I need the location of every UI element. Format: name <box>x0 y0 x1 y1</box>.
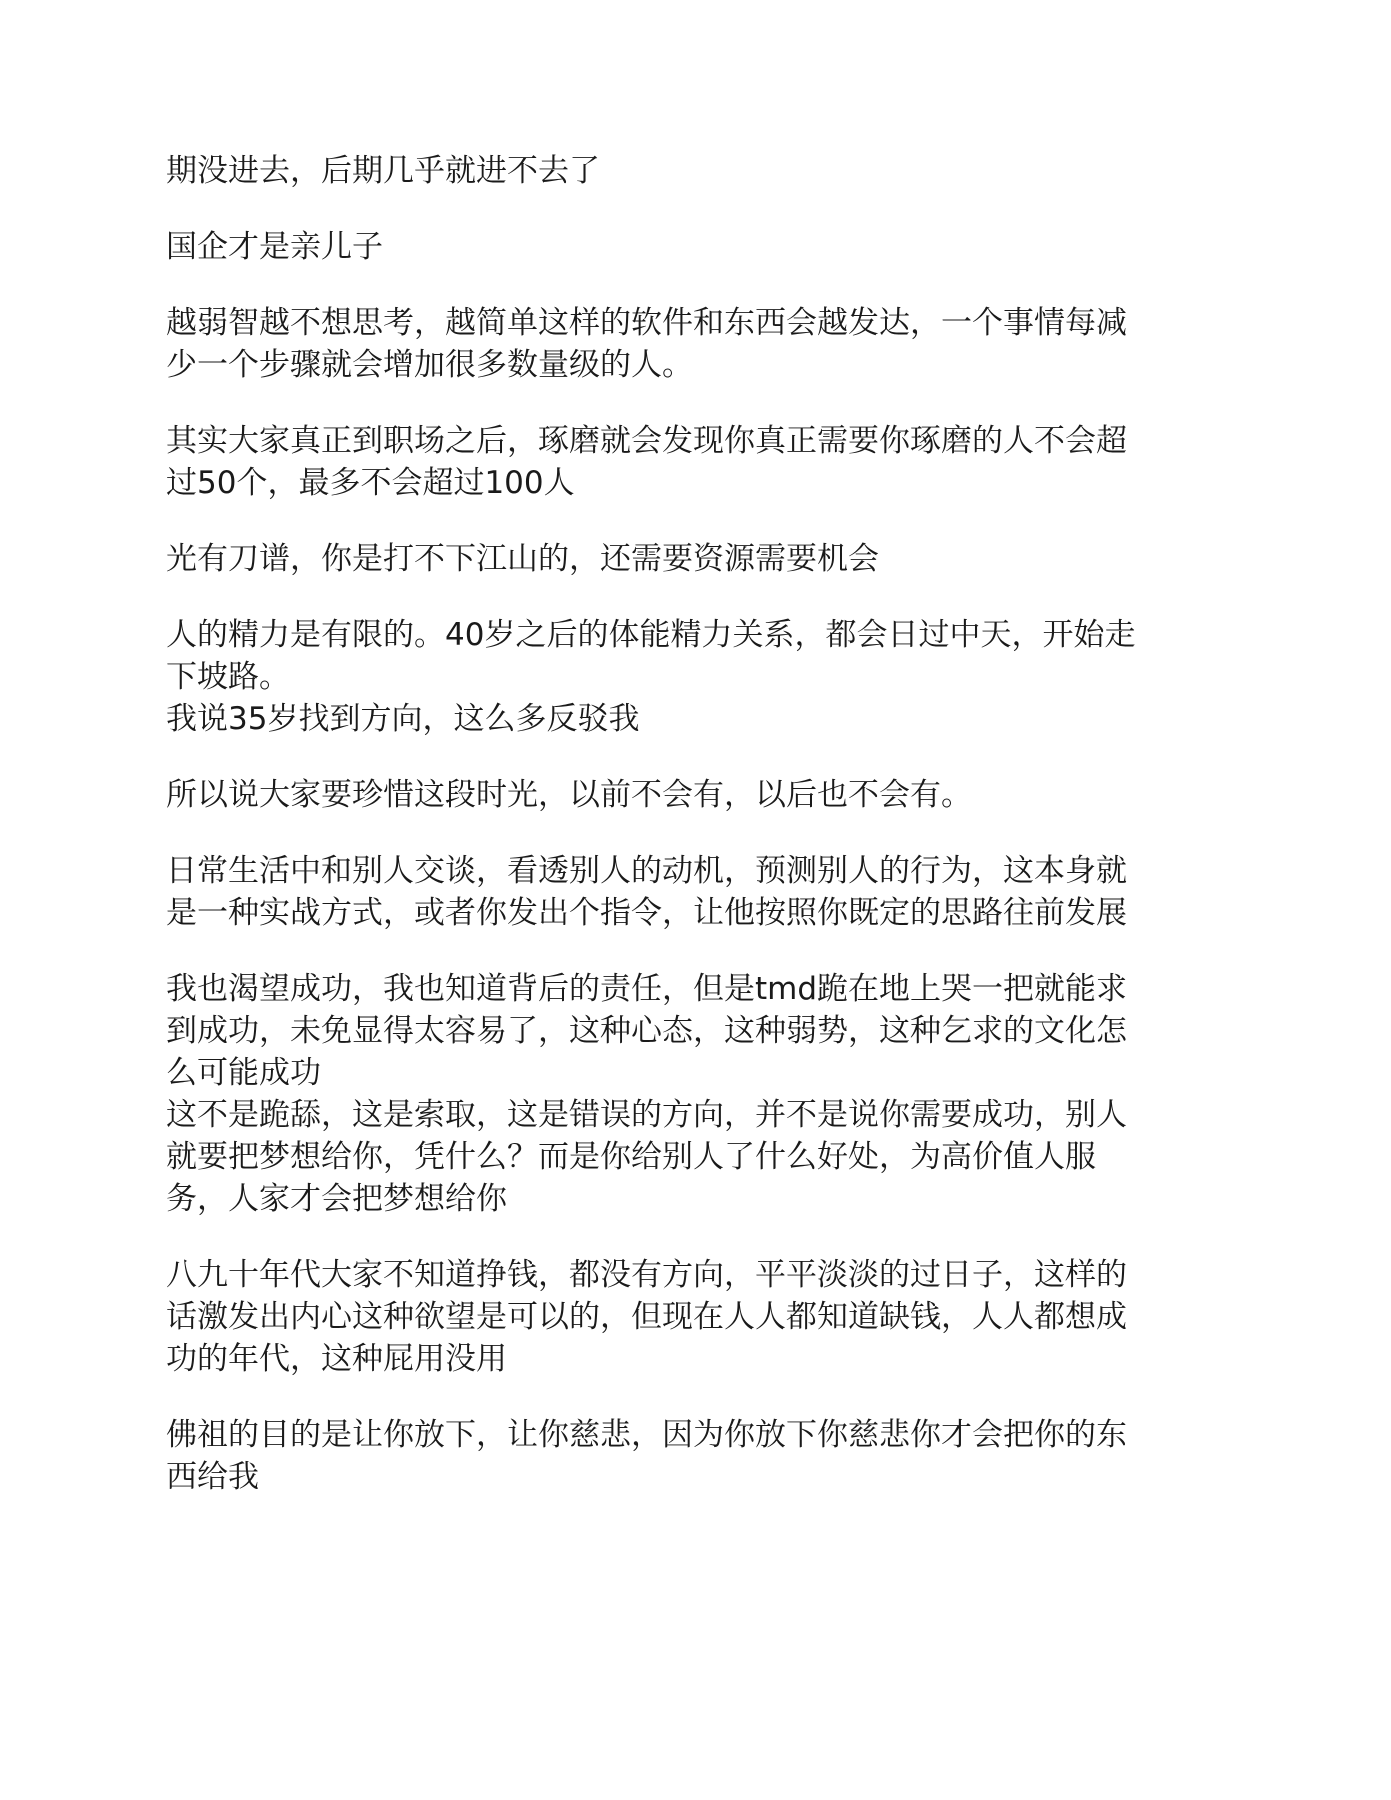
text-line: 少一个步骤就会增加很多数量级的人。 <box>166 347 693 383</box>
text-line: 日常生活中和别人交谈，看透别人的动机，预测别人的行为，这本身就 <box>166 853 1127 889</box>
paragraph <box>166 302 1226 386</box>
paragraph <box>166 850 1226 934</box>
paragraph <box>166 968 1226 1094</box>
text-line: 这不是跪舔，这是索取，这是错误的方向，并不是说你需要成功，别人 <box>166 1097 1127 1133</box>
text-line: 西给我 <box>166 1459 259 1495</box>
text-line: 八九十年代大家不知道挣钱，都没有方向，平平淡淡的过日子，这样的 <box>166 1257 1127 1293</box>
text-line: 国企才是亲儿子 <box>166 229 383 265</box>
text-line: 务，人家才会把梦想给你 <box>166 1181 507 1217</box>
text-line: 功的年代，这种屁用没用 <box>166 1341 507 1377</box>
paragraph <box>166 420 1226 504</box>
paragraph <box>166 538 1226 580</box>
text-line: 越弱智越不想思考，越简单这样的软件和东西会越发达，一个事情每减 <box>166 305 1127 341</box>
paragraph <box>166 150 1226 192</box>
paragraph <box>166 1254 1226 1380</box>
text-line: 人的精力是有限的。40岁之后的体能精力关系，都会日过中天，开始走 <box>166 617 1136 653</box>
paragraph <box>166 1414 1226 1498</box>
text-line: 过50个，最多不会超过100人 <box>166 465 575 501</box>
document-body <box>166 150 1226 1532</box>
paragraph <box>166 614 1226 698</box>
text-line: 所以说大家要珍惜这段时光，以前不会有，以后也不会有。 <box>166 777 972 813</box>
text-line: 我说35岁找到方向，这么多反驳我 <box>166 701 640 737</box>
paragraph <box>166 226 1226 268</box>
text-line: 下坡路。 <box>166 659 290 695</box>
text-line: 么可能成功 <box>166 1055 321 1091</box>
text-line: 光有刀谱，你是打不下江山的，还需要资源需要机会 <box>166 541 879 577</box>
text-line: 就要把梦想给你，凭什么？而是你给别人了什么好处，为高价值人服 <box>166 1139 1096 1175</box>
paragraph <box>166 698 1226 740</box>
text-line: 我也渴望成功，我也知道背后的责任，但是tmd跪在地上哭一把就能求 <box>166 971 1128 1007</box>
paragraph <box>166 774 1226 816</box>
text-line: 话激发出内心这种欲望是可以的，但现在人人都知道缺钱，人人都想成 <box>166 1299 1127 1335</box>
text-line: 到成功，未免显得太容易了，这种心态，这种弱势，这种乞求的文化怎 <box>166 1013 1127 1049</box>
text-line: 是一种实战方式，或者你发出个指令，让他按照你既定的思路往前发展 <box>166 895 1127 931</box>
text-line: 其实大家真正到职场之后，琢磨就会发现你真正需要你琢磨的人不会超 <box>166 423 1127 459</box>
text-line: 佛祖的目的是让你放下，让你慈悲，因为你放下你慈悲你才会把你的东 <box>166 1417 1127 1453</box>
paragraph <box>166 1094 1226 1220</box>
text-line: 期没进去，后期几乎就进不去了 <box>166 153 600 189</box>
